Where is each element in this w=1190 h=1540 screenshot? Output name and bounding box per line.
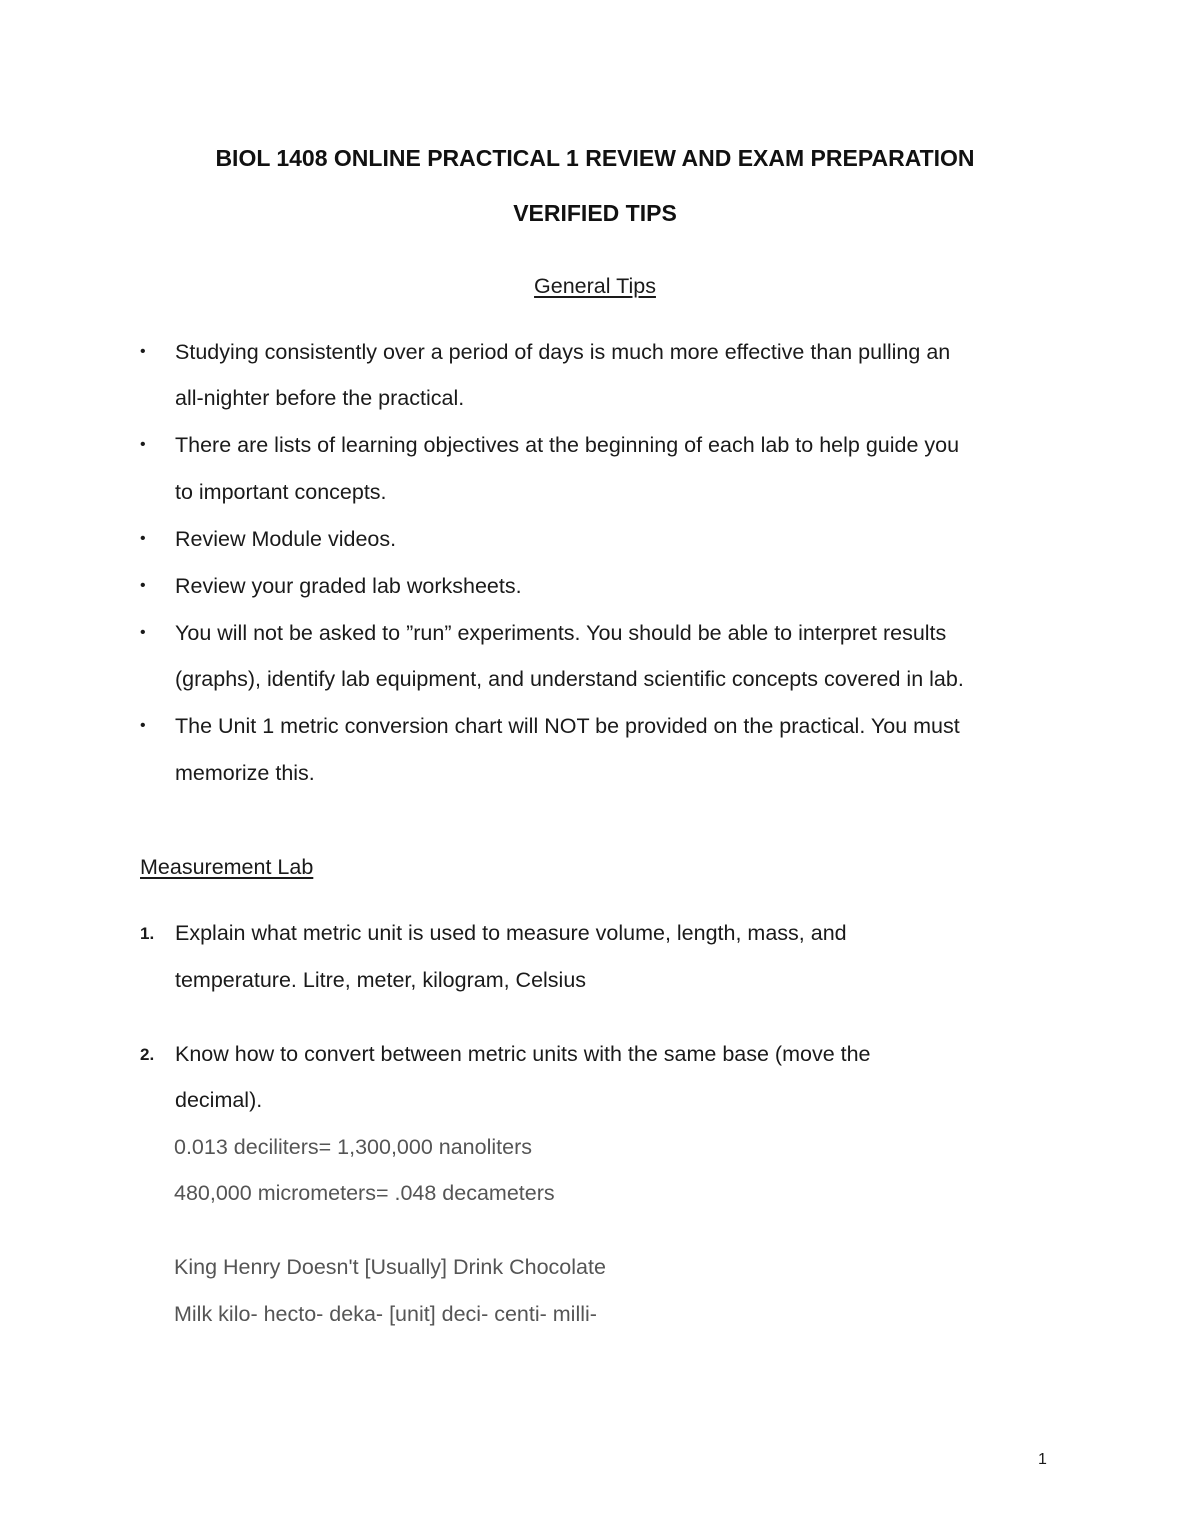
list-item-line: (graphs), identify lab equipment, and understand scientific concepts covered in lab. xyxy=(175,667,964,691)
general-tips-heading: General Tips xyxy=(534,274,656,298)
bullet-icon: • xyxy=(140,717,146,734)
list-item-line: Know how to convert between metric units with the same base (move the xyxy=(175,1042,871,1066)
item-number: 1. xyxy=(140,924,155,943)
mnemonic-line: Milk kilo- hecto- deka- [unit] deci- centi- milli- xyxy=(174,1302,597,1326)
list-item-line: Explain what metric unit is used to measure volume, length, mass, and xyxy=(175,921,847,945)
list-item-line: decimal). xyxy=(175,1088,263,1112)
list-item-line: memorize this. xyxy=(175,761,315,785)
measurement-lab-heading: Measurement Lab xyxy=(140,855,314,879)
page-number: 1 xyxy=(1038,1451,1047,1468)
list-item-line: The Unit 1 metric conversion chart will NOT be provided on the practical. You must xyxy=(175,714,960,738)
mnemonic-line: King Henry Doesn't [Usually] Drink Chocolate xyxy=(174,1255,606,1279)
bullet-icon: • xyxy=(140,343,146,360)
document-subtitle: VERIFIED TIPS xyxy=(513,200,677,226)
list-item-line: Review your graded lab worksheets. xyxy=(175,574,522,598)
list-item-line: You will not be asked to ”run” experiments. You should be able to interpret results xyxy=(175,621,947,645)
list-item-line: There are lists of learning objectives at the beginning of each lab to help guide you xyxy=(175,433,960,457)
list-item-line: Studying consistently over a period of days is much more effective than pulling an xyxy=(175,340,951,364)
bullet-icon: • xyxy=(140,436,146,453)
document-title: BIOL 1408 ONLINE PRACTICAL 1 REVIEW AND EXAM PREPARATION xyxy=(215,145,975,171)
bullet-icon: • xyxy=(140,530,146,547)
bullet-icon: • xyxy=(140,577,146,594)
answer-line: 0.013 deciliters= 1,300,000 nanoliters xyxy=(174,1135,532,1159)
answer-line: 480,000 micrometers= .048 decameters xyxy=(174,1181,555,1205)
list-item-line: Review Module videos. xyxy=(175,527,397,551)
bullet-icon: • xyxy=(140,624,146,641)
list-item-line: temperature. Litre, meter, kilogram, Celsius xyxy=(175,968,587,992)
list-item-line: to important concepts. xyxy=(175,480,387,504)
list-item-line: all-nighter before the practical. xyxy=(175,386,465,410)
item-number: 2. xyxy=(140,1045,155,1064)
